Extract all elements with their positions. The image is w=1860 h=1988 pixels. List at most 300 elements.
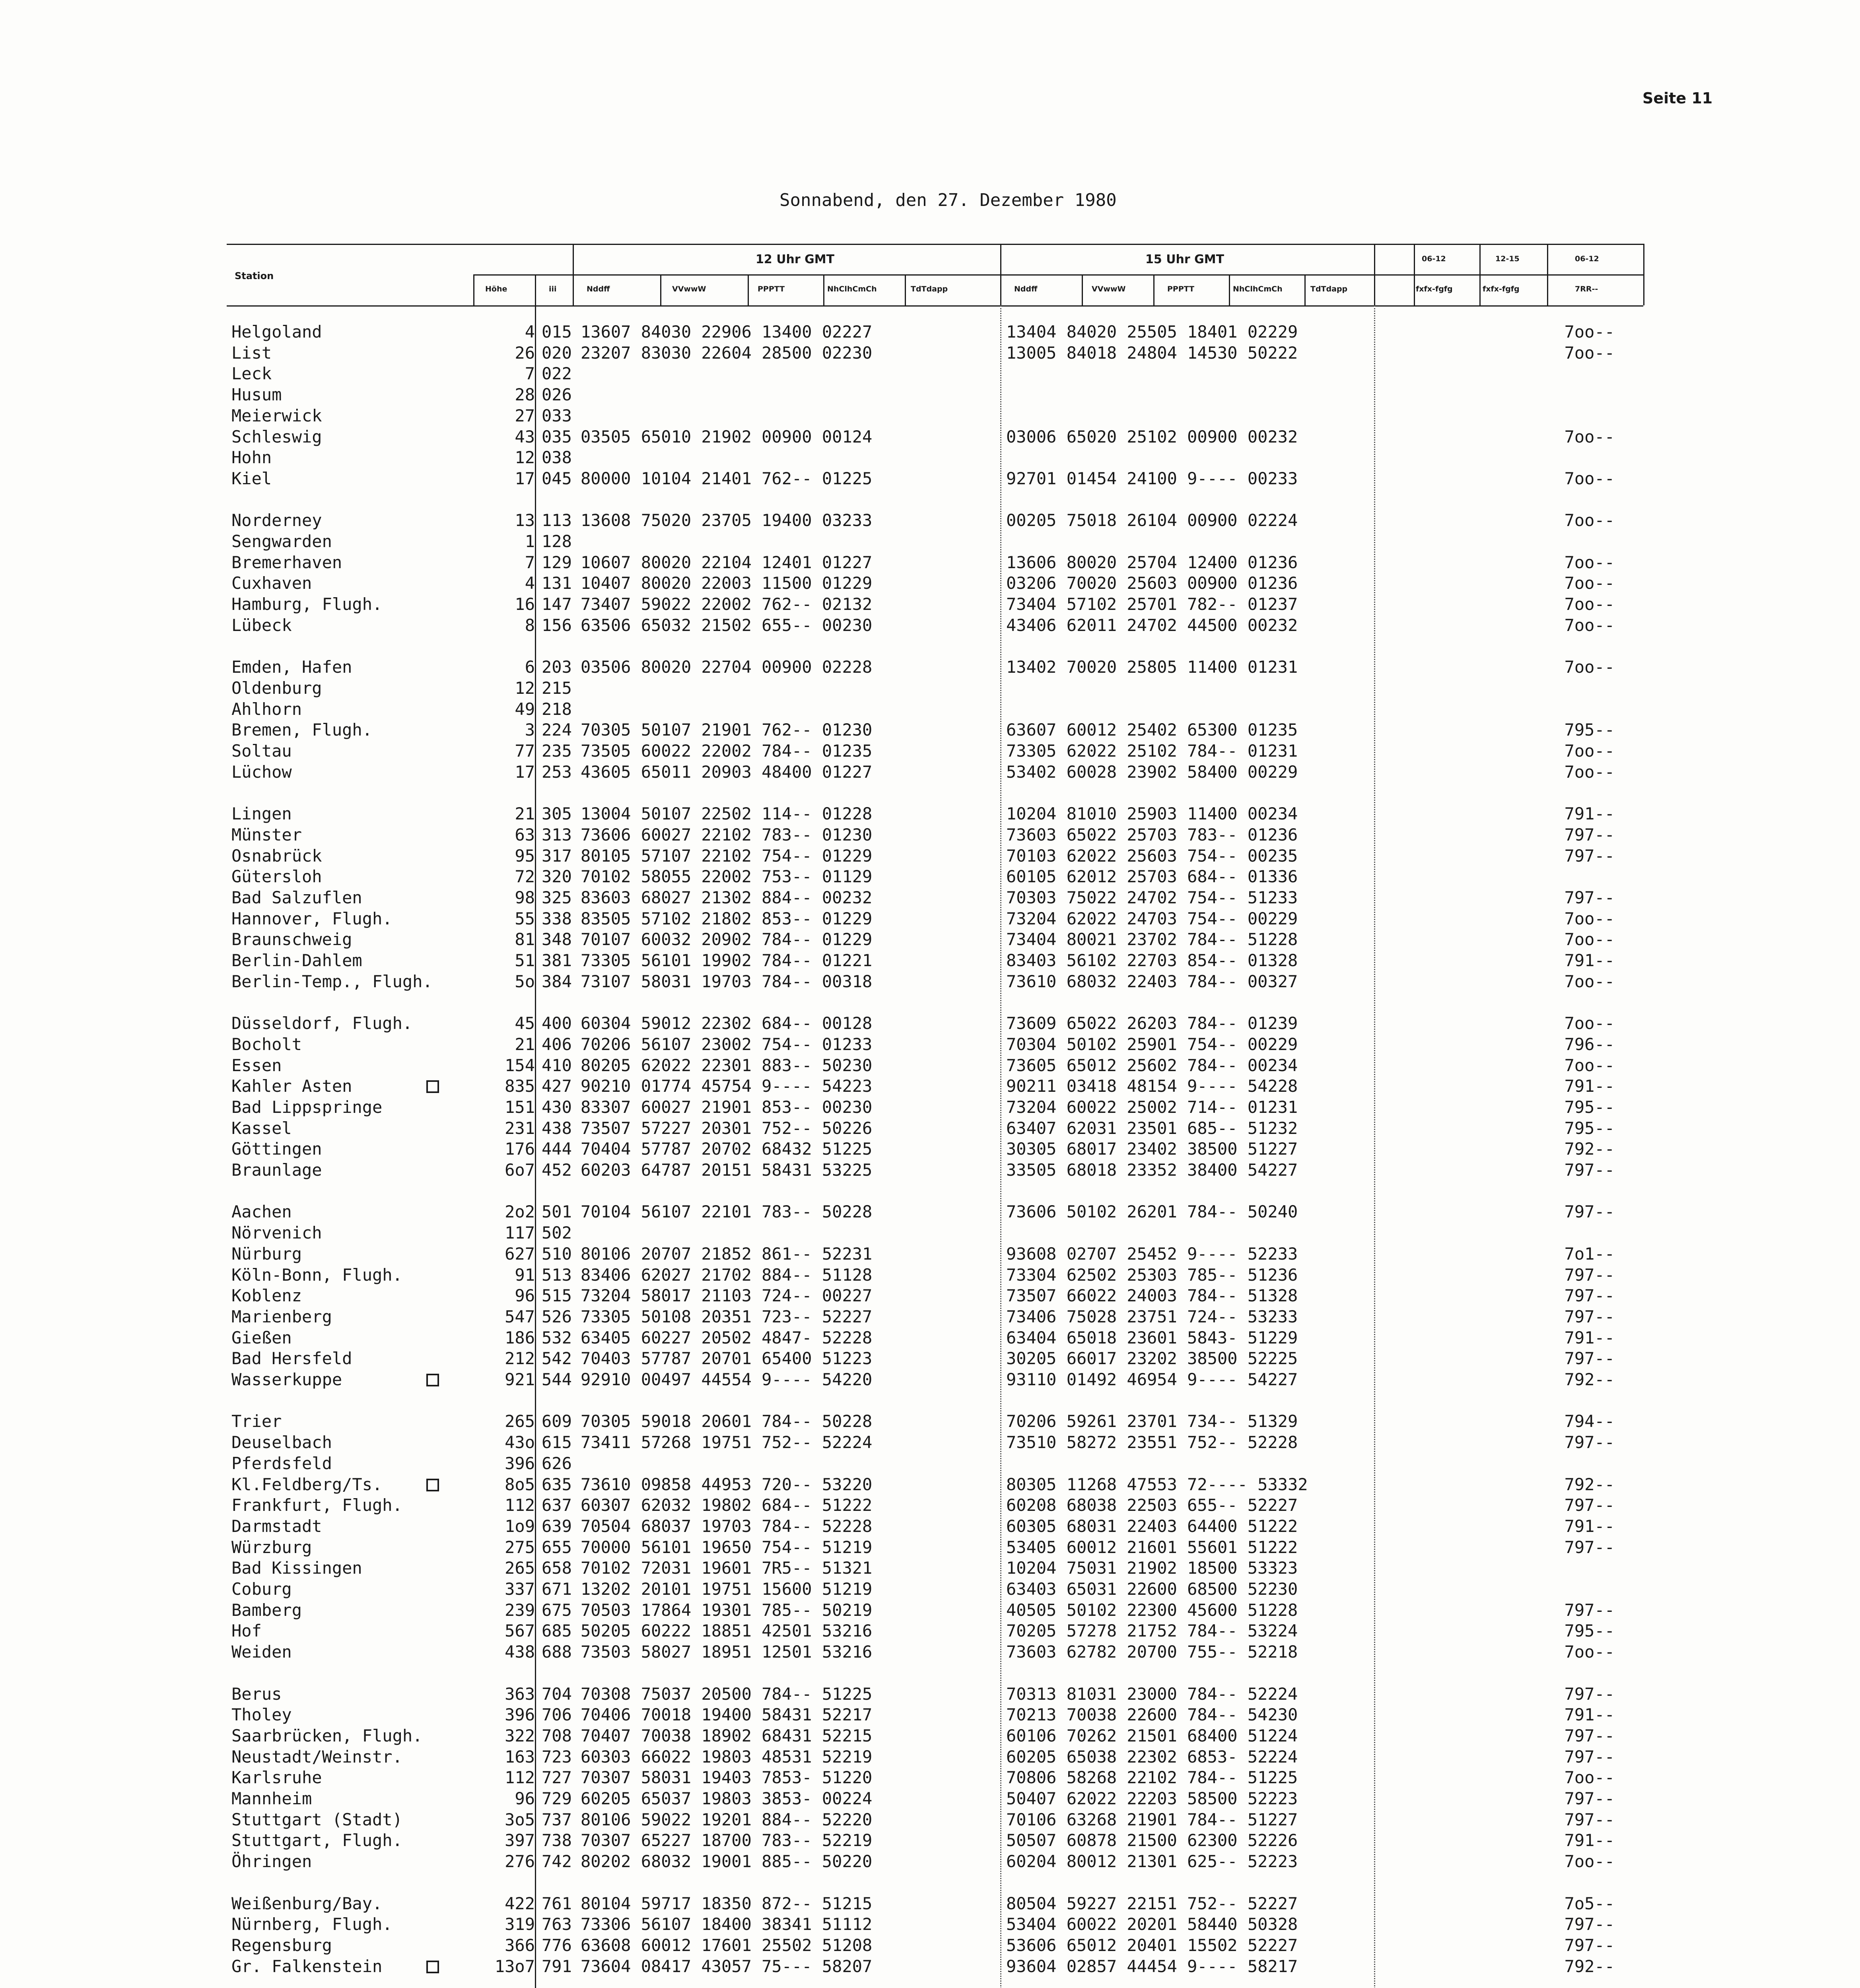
obs-12-utc: 73411 57268 19751 752-- 52224 (581, 1433, 873, 1452)
station-height: 6 (525, 657, 535, 677)
station-number: 113 (542, 511, 572, 530)
header-group: NhClhCmCh (1233, 285, 1283, 293)
precip-group: 797-- (1564, 1265, 1615, 1285)
obs-15-utc: 10204 81010 25903 11400 00234 (1006, 804, 1298, 824)
obs-12-utc: 70305 50107 21901 762-- 01230 (581, 720, 873, 740)
station-number: 035 (542, 427, 572, 447)
station-name: Ahlhorn (231, 699, 302, 719)
station-height: 4 (525, 322, 535, 342)
obs-15-utc: 73204 62022 24703 754-- 00229 (1006, 909, 1298, 928)
station-name: Braunlage (231, 1160, 322, 1180)
station-name: Berus (231, 1684, 282, 1704)
station-height: 835 (505, 1076, 535, 1096)
station-number: 427 (542, 1076, 572, 1096)
station-number: 015 (542, 322, 572, 342)
header-group: TdTdapp (1310, 285, 1348, 293)
station-number: 033 (542, 406, 572, 425)
station-name: Lübeck (231, 615, 292, 635)
obs-15-utc: 70213 70038 22600 784-- 54230 (1006, 1705, 1298, 1725)
obs-15-utc: 60204 80012 21301 625-- 52223 (1006, 1852, 1298, 1872)
obs-12-utc: 60205 65037 19803 3853- 00224 (581, 1789, 873, 1808)
obs-12-utc: 90210 01774 45754 9---- 54223 (581, 1076, 873, 1096)
obs-15-utc: 70806 58268 22102 784-- 51225 (1006, 1768, 1298, 1788)
station-name: Trier (231, 1411, 282, 1431)
precip-group: 7o5-- (1564, 1893, 1615, 1913)
precip-group: 7oo-- (1564, 594, 1615, 614)
obs-15-utc: 70205 57278 21752 784-- 53224 (1006, 1621, 1298, 1641)
obs-15-utc: 73510 58272 23551 752-- 52228 (1006, 1433, 1298, 1452)
station-name: Kahler Asten (231, 1076, 352, 1096)
obs-12-utc: 83406 62027 21702 884-- 51128 (581, 1265, 873, 1285)
obs-15-utc: 63404 65018 23601 5843- 51229 (1006, 1328, 1298, 1347)
station-height: 95 (515, 846, 535, 866)
obs-15-utc: 53606 65012 20401 15502 52227 (1006, 1935, 1298, 1955)
obs-12-utc: 80000 10104 21401 762-- 01225 (581, 468, 873, 488)
station-height: 363 (505, 1684, 535, 1704)
obs-12-utc: 13004 50107 22502 114-- 01228 (581, 804, 873, 824)
station-height: 7 (525, 552, 535, 572)
station-number: 501 (542, 1202, 572, 1222)
header-sep (1000, 244, 1001, 305)
station-number: 317 (542, 846, 572, 866)
station-name: Tholey (231, 1705, 292, 1725)
station-height: 322 (505, 1726, 535, 1745)
station-height: 921 (505, 1370, 535, 1389)
station-name: Bocholt (231, 1034, 302, 1054)
station-number: 045 (542, 468, 572, 488)
page-number: Seite 11 (1642, 89, 1713, 107)
precip-group: 797-- (1564, 1789, 1615, 1808)
header-sep (1304, 274, 1306, 305)
station-height: 43o (505, 1433, 535, 1452)
header-iii: iii (549, 285, 557, 293)
precip-group: 797-- (1564, 1202, 1615, 1222)
obs-15-utc: 60105 62012 25703 684-- 01336 (1006, 867, 1298, 887)
precip-group: 7oo-- (1564, 615, 1615, 635)
precip-group: 797-- (1564, 846, 1615, 866)
obs-15-utc: 03206 70020 25603 00900 01236 (1006, 573, 1298, 593)
precip-group: 797-- (1564, 1495, 1615, 1515)
station-name: Göttingen (231, 1139, 322, 1159)
station-number: 704 (542, 1684, 572, 1704)
station-number: 430 (542, 1097, 572, 1117)
obs-12-utc: 03506 80020 22704 00900 02228 (581, 657, 873, 677)
obs-15-utc: 70103 62022 25603 754-- 00235 (1006, 846, 1298, 866)
obs-12-utc: 73507 57227 20301 752-- 50226 (581, 1118, 873, 1138)
station-height: 112 (505, 1768, 535, 1788)
precip-group: 797-- (1564, 1935, 1615, 1955)
station-number: 615 (542, 1433, 572, 1452)
obs-15-utc: 53404 60022 20201 58440 50328 (1006, 1914, 1298, 1934)
station-number: 452 (542, 1160, 572, 1180)
station-number: 224 (542, 720, 572, 740)
header-group: Nddff (1014, 285, 1038, 293)
station-name: Husum (231, 385, 282, 405)
obs-12-utc: 73604 08417 43057 75--- 58207 (581, 1956, 873, 1976)
station-name: Bad Lippspringe (231, 1097, 383, 1117)
station-height: 3o5 (505, 1809, 535, 1829)
precip-group: 797-- (1564, 1809, 1615, 1829)
station-name: Schleswig (231, 427, 322, 447)
station-height: 28 (515, 385, 535, 405)
station-height: 49 (515, 699, 535, 719)
station-height: 265 (505, 1411, 535, 1431)
obs-12-utc: 70504 68037 19703 784-- 52228 (581, 1516, 873, 1536)
station-number: 675 (542, 1600, 572, 1620)
station-height: 231 (505, 1118, 535, 1138)
station-height: 51 (515, 951, 535, 970)
header-group: VVwwW (1092, 285, 1126, 293)
station-number: 635 (542, 1474, 572, 1494)
obs-12-utc: 70102 72031 19601 7R5-- 51321 (581, 1558, 873, 1578)
station-number: 515 (542, 1286, 572, 1306)
precip-group: 7oo-- (1564, 930, 1615, 949)
precip-group: 792-- (1564, 1474, 1615, 1494)
obs-15-utc: 70304 50102 25901 754-- 00229 (1006, 1034, 1298, 1054)
station-number: 128 (542, 532, 572, 551)
station-name: Lingen (231, 804, 292, 824)
station-name: Kassel (231, 1118, 292, 1138)
obs-12-utc: 70503 17864 19301 785-- 50219 (581, 1600, 873, 1620)
station-height: 8o5 (505, 1474, 535, 1494)
header-sep (660, 274, 661, 305)
station-height: 16 (515, 594, 535, 614)
header-bottom-line (227, 305, 1643, 307)
station-number: 513 (542, 1265, 572, 1285)
station-height: 3 (525, 720, 535, 740)
header-group: NhClhCmCh (827, 285, 877, 293)
station-height: 72 (515, 867, 535, 887)
station-number: 706 (542, 1705, 572, 1725)
station-number: 348 (542, 930, 572, 949)
obs-15-utc: 53402 60028 23902 58400 00229 (1006, 762, 1298, 782)
station-name: Öhringen (231, 1852, 312, 1872)
obs-15-utc: 73603 65022 25703 783-- 01236 (1006, 825, 1298, 845)
precip-group: 797-- (1564, 1537, 1615, 1557)
obs-12-utc: 73610 09858 44953 720-- 53220 (581, 1474, 873, 1494)
station-number: 038 (542, 448, 572, 468)
header-06-12: 06-12 (1422, 254, 1446, 263)
station-height: 17 (515, 468, 535, 488)
obs-12-utc: 50205 60222 18851 42501 53216 (581, 1621, 873, 1641)
mountain-station-square-icon (426, 1479, 439, 1491)
obs-15-utc: 13005 84018 24804 14530 50222 (1006, 343, 1298, 363)
precip-group: 797-- (1564, 825, 1615, 845)
station-name: Berlin-Temp., Flugh. (231, 971, 433, 991)
station-number: 532 (542, 1328, 572, 1347)
station-height: 163 (505, 1747, 535, 1767)
date-line: Sonnabend, den 27. Dezember 1980 (779, 190, 1117, 210)
obs-15-utc: 13606 80020 25704 12400 01236 (1006, 552, 1298, 572)
precip-group: 791-- (1564, 1516, 1615, 1536)
station-number: 203 (542, 657, 572, 677)
header-sep (535, 274, 536, 305)
obs-15-utc: 80305 11268 47553 72---- 53332 (1006, 1474, 1308, 1494)
obs-12-utc: 83307 60027 21901 853-- 00230 (581, 1097, 873, 1117)
header-sep (823, 274, 824, 305)
obs-15-utc: 83403 56102 22703 854-- 01328 (1006, 951, 1298, 970)
station-name: Würzburg (231, 1537, 312, 1557)
column-sep (1374, 305, 1375, 1988)
station-name: Bad Hersfeld (231, 1349, 352, 1369)
station-name: Bad Kissingen (231, 1558, 362, 1578)
header-sep (473, 274, 474, 305)
station-number: 400 (542, 1013, 572, 1033)
obs-12-utc: 73204 58017 21103 724-- 00227 (581, 1286, 873, 1306)
obs-12-utc: 63608 60012 17601 25502 51208 (581, 1935, 873, 1955)
obs-15-utc: 70106 63268 21901 784-- 51227 (1006, 1809, 1298, 1829)
station-number: 727 (542, 1768, 572, 1788)
obs-12-utc: 80104 59717 18350 872-- 51215 (581, 1893, 873, 1913)
station-height: 12 (515, 448, 535, 468)
station-number: 131 (542, 573, 572, 593)
station-name: Weißenburg/Bay. (231, 1893, 383, 1913)
station-height: 397 (505, 1831, 535, 1850)
obs-12-utc: 83603 68027 21302 884-- 00232 (581, 887, 873, 907)
station-height: 627 (505, 1244, 535, 1264)
station-name: Hamburg, Flugh. (231, 594, 383, 614)
header-sep (1547, 244, 1548, 305)
obs-15-utc: 93604 02857 44454 9---- 58217 (1006, 1956, 1298, 1976)
station-name: Hannover, Flugh. (231, 909, 393, 928)
station-height: 91 (515, 1265, 535, 1285)
station-height: 6o7 (505, 1160, 535, 1180)
station-number: 626 (542, 1453, 572, 1473)
obs-12-utc: 70307 65227 18700 783-- 52219 (581, 1831, 873, 1850)
station-height: 275 (505, 1537, 535, 1557)
obs-12-utc: 80106 59022 19201 884-- 52220 (581, 1809, 873, 1829)
precip-group: 797-- (1564, 1349, 1615, 1369)
station-name: Bad Salzuflen (231, 887, 362, 907)
station-height: 265 (505, 1558, 535, 1578)
station-number: 253 (542, 762, 572, 782)
station-height: 438 (505, 1642, 535, 1662)
precip-group: 795-- (1564, 1621, 1615, 1641)
header-group: Nddff (587, 285, 610, 293)
header-group: TdTdapp (911, 285, 948, 293)
station-name: Gr. Falkenstein (231, 1956, 383, 1976)
station-number: 502 (542, 1223, 572, 1243)
precip-group: 792-- (1564, 1956, 1615, 1976)
station-name: Pferdsfeld (231, 1453, 332, 1473)
station-number: 791 (542, 1956, 572, 1976)
station-height: 276 (505, 1852, 535, 1872)
obs-15-utc: 33505 68018 23352 38400 54227 (1006, 1160, 1298, 1180)
station-number: 406 (542, 1034, 572, 1054)
station-number: 729 (542, 1789, 572, 1808)
precip-group: 797-- (1564, 1307, 1615, 1326)
station-name: Oldenburg (231, 678, 322, 698)
obs-12-utc: 60307 62032 19802 684-- 51222 (581, 1495, 873, 1515)
obs-12-utc: 23207 83030 22604 28500 02230 (581, 343, 873, 363)
column-sep (1000, 305, 1001, 1988)
station-number: 510 (542, 1244, 572, 1264)
station-height: 96 (515, 1286, 535, 1306)
station-name: Nürnberg, Flugh. (231, 1914, 393, 1934)
obs-12-utc: 73503 58027 18951 12501 53216 (581, 1642, 873, 1662)
station-height: 186 (505, 1328, 535, 1347)
station-number: 320 (542, 867, 572, 887)
obs-15-utc: 63407 62031 23501 685-- 51232 (1006, 1118, 1298, 1138)
station-height: 7 (525, 364, 535, 384)
station-name: Meierwick (231, 406, 322, 425)
obs-15-utc: 73605 65012 25602 784-- 00234 (1006, 1055, 1298, 1075)
station-number: 235 (542, 741, 572, 761)
obs-15-utc: 10204 75031 21902 18500 53323 (1006, 1558, 1298, 1578)
precip-group: 795-- (1564, 1097, 1615, 1117)
station-name: Berlin-Dahlem (231, 951, 362, 970)
station-number: 325 (542, 887, 572, 907)
mountain-station-square-icon (426, 1080, 439, 1093)
precip-group: 7oo-- (1564, 343, 1615, 363)
station-name: Saarbrücken, Flugh. (231, 1726, 423, 1745)
obs-15-utc: 03006 65020 25102 00900 00232 (1006, 427, 1298, 447)
station-name: Bremen, Flugh. (231, 720, 373, 740)
station-height: 63 (515, 825, 535, 845)
obs-12-utc: 03505 65010 21902 00900 00124 (581, 427, 873, 447)
station-height: 396 (505, 1453, 535, 1473)
header-06-12b: 06-12 (1575, 254, 1599, 263)
obs-12-utc: 73407 59022 22002 762-- 02132 (581, 594, 873, 614)
obs-15-utc: 93110 01492 46954 9---- 54227 (1006, 1370, 1298, 1389)
precip-group: 795-- (1564, 720, 1615, 740)
precip-group: 792-- (1564, 1139, 1615, 1159)
precip-group: 7oo-- (1564, 322, 1615, 342)
station-number: 026 (542, 385, 572, 405)
station-height: 154 (505, 1055, 535, 1075)
station-name: Lüchow (231, 762, 292, 782)
precip-group: 7oo-- (1564, 1852, 1615, 1872)
station-height: 1 (525, 532, 535, 551)
header-15-uhr: 15 Uhr GMT (1145, 252, 1224, 266)
station-name: Bremerhaven (231, 552, 342, 572)
station-height: 13o7 (494, 1956, 535, 1976)
precip-group: 791-- (1564, 1076, 1615, 1096)
station-name: Stuttgart (Stadt) (231, 1809, 402, 1829)
precip-group: 797-- (1564, 1286, 1615, 1306)
station-name: Regensburg (231, 1935, 332, 1955)
station-height: 21 (515, 804, 535, 824)
obs-15-utc: 40505 50102 22300 45600 51228 (1006, 1600, 1298, 1620)
station-number: 671 (542, 1579, 572, 1599)
station-name: Darmstadt (231, 1516, 322, 1536)
obs-12-utc: 83505 57102 21802 853-- 01229 (581, 909, 873, 928)
precip-group: 797-- (1564, 1160, 1615, 1180)
obs-12-utc: 70107 60032 20902 784-- 01229 (581, 930, 873, 949)
precip-group: 7o1-- (1564, 1244, 1615, 1264)
precip-group: 792-- (1564, 1370, 1615, 1389)
station-name: Mannheim (231, 1789, 312, 1808)
station-name: Weiden (231, 1642, 292, 1662)
precip-group: 7oo-- (1564, 909, 1615, 928)
obs-12-utc: 70406 70018 19400 58431 52217 (581, 1705, 873, 1725)
station-name: Marienberg (231, 1307, 332, 1326)
obs-15-utc: 00205 75018 26104 00900 02224 (1006, 511, 1298, 530)
obs-12-utc: 60304 59012 22302 684-- 00128 (581, 1013, 873, 1033)
station-name: Karlsruhe (231, 1768, 322, 1788)
station-height: 45 (515, 1013, 535, 1033)
station-name: Helgoland (231, 322, 322, 342)
station-name: Hohn (231, 448, 272, 468)
header-sep (905, 274, 906, 305)
header-group: VVwwW (672, 285, 706, 293)
station-name: Coburg (231, 1579, 292, 1599)
obs-15-utc: 43406 62011 24702 44500 00232 (1006, 615, 1298, 635)
obs-15-utc: 63403 65031 22600 68500 52230 (1006, 1579, 1298, 1599)
obs-12-utc: 70403 57787 20701 65400 51223 (581, 1349, 873, 1369)
obs-15-utc: 50407 62022 22203 58500 52223 (1006, 1789, 1298, 1808)
obs-15-utc: 70206 59261 23701 734-- 51329 (1006, 1411, 1298, 1431)
station-number: 639 (542, 1516, 572, 1536)
station-height: 547 (505, 1307, 535, 1326)
station-name: Nürburg (231, 1244, 302, 1264)
obs-15-utc: 73404 80021 23702 784-- 51228 (1006, 930, 1298, 949)
station-name: Aachen (231, 1202, 292, 1222)
station-height: 4 (525, 573, 535, 593)
precip-group: 7oo-- (1564, 1013, 1615, 1033)
station-number: 526 (542, 1307, 572, 1326)
station-number: 685 (542, 1621, 572, 1641)
station-number: 655 (542, 1537, 572, 1557)
obs-15-utc: 30205 66017 23202 38500 52225 (1006, 1349, 1298, 1369)
station-name: Emden, Hafen (231, 657, 352, 677)
station-name: Frankfurt, Flugh. (231, 1495, 402, 1515)
station-name: Gütersloh (231, 867, 322, 887)
station-height: 337 (505, 1579, 535, 1599)
obs-12-utc: 63506 65032 21502 655-- 00230 (581, 615, 873, 635)
station-name: Nörvenich (231, 1223, 322, 1243)
obs-15-utc: 73603 62782 20700 755-- 52218 (1006, 1642, 1298, 1662)
obs-15-utc: 73305 62022 25102 784-- 01231 (1006, 741, 1298, 761)
header-sep (748, 274, 749, 305)
header-sep (1479, 244, 1481, 305)
mountain-station-square-icon (426, 1961, 439, 1973)
obs-15-utc: 60106 70262 21501 68400 51224 (1006, 1726, 1298, 1745)
obs-15-utc: 90211 03418 48154 9---- 54228 (1006, 1076, 1298, 1096)
obs-12-utc: 60303 66022 19803 48531 52219 (581, 1747, 873, 1767)
station-name: Kiel (231, 468, 272, 488)
station-number: 313 (542, 825, 572, 845)
mountain-station-square-icon (426, 1374, 439, 1386)
station-name: Sengwarden (231, 532, 332, 551)
precip-group: 7oo-- (1564, 573, 1615, 593)
station-number: 544 (542, 1370, 572, 1389)
obs-15-utc: 73406 75028 23751 724-- 53233 (1006, 1307, 1298, 1326)
station-height: 81 (515, 930, 535, 949)
header-group: PPPTT (758, 285, 785, 293)
precip-group: 797-- (1564, 1433, 1615, 1452)
precip-group: 797-- (1564, 1726, 1615, 1745)
obs-12-utc: 70407 70038 18902 68431 52215 (581, 1726, 873, 1745)
obs-12-utc: 70307 58031 19403 7853- 51220 (581, 1768, 873, 1788)
obs-15-utc: 60205 65038 22302 6853- 52224 (1006, 1747, 1298, 1767)
station-number: 218 (542, 699, 572, 719)
station-name: Essen (231, 1055, 282, 1075)
precip-group: 795-- (1564, 1118, 1615, 1138)
station-number: 776 (542, 1935, 572, 1955)
precip-group: 7oo-- (1564, 427, 1615, 447)
obs-12-utc: 92910 00497 44554 9---- 54220 (581, 1370, 873, 1389)
station-name: Köln-Bonn, Flugh. (231, 1265, 402, 1285)
station-number: 723 (542, 1747, 572, 1767)
obs-12-utc: 80202 68032 19001 885-- 50220 (581, 1852, 873, 1872)
station-number: 147 (542, 594, 572, 614)
station-number: 129 (542, 552, 572, 572)
obs-12-utc: 73305 50108 20351 723-- 52227 (581, 1307, 873, 1326)
obs-12-utc: 73107 58031 19703 784-- 00318 (581, 971, 873, 991)
station-number: 438 (542, 1118, 572, 1138)
obs-15-utc: 13404 84020 25505 18401 02229 (1006, 322, 1298, 342)
